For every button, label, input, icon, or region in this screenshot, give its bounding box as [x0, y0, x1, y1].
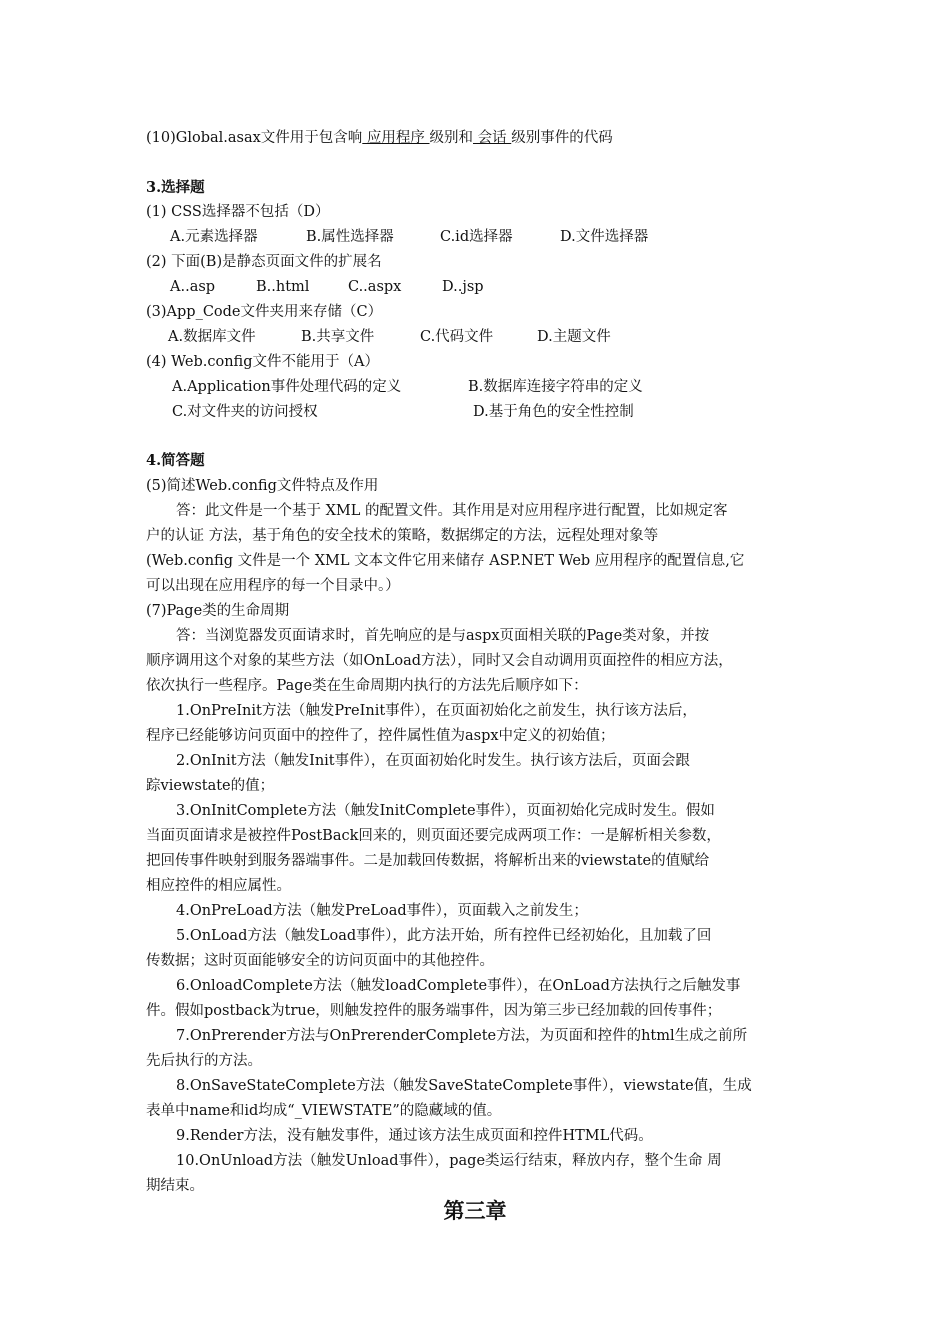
option-b: B.共享文件	[301, 329, 375, 345]
answer-7-line: 依次执行一些程序。Page类在生命周期内执行的方法先后顺序如下：	[146, 678, 588, 694]
option-a: A.元素选择器	[170, 229, 258, 245]
question-2-stem: (2) 下面(B)是静态页面文件的扩展名	[146, 254, 382, 270]
option-c: C..aspx	[348, 279, 402, 295]
answer-7-line: 当面页面请求是被控件PostBack回来的，则页面还要完成两项工作：一是解析相关参数，	[146, 828, 721, 844]
option-c: C.对文件夹的访问授权	[172, 404, 318, 420]
answer-7-line: 1.OnPreInit方法（触发PreInit事件），在页面初始化之前发生，执行该方法后，	[176, 703, 697, 719]
answer-5-line: 可以出现在应用程序的每一个目录中。）	[146, 578, 400, 594]
blank-answer-1: 应用程序	[362, 130, 430, 146]
question-3-stem: (3)App_Code文件夹用来存储（C）	[146, 304, 383, 320]
answer-7-line: 程序已经能够访问页面中的控件了，控件属性值为aspx中定义的初始值；	[146, 728, 615, 744]
answer-7-line: 答：当浏览器发页面请求时，首先响应的是与aspx页面相关联的Page类对象，并按	[176, 628, 710, 644]
answer-5-line: (Web.config 文件是一个 XML 文本文件它用来储存 ASP.NET Web 应用程序的配置信息,它	[146, 553, 745, 569]
section-heading-short-answer: 4.简答题	[146, 452, 205, 469]
option-c: C.id选择器	[440, 229, 513, 245]
option-c: C.代码文件	[420, 329, 494, 345]
option-d: D.基于角色的安全性控制	[473, 404, 634, 420]
option-a: A.数据库文件	[168, 329, 256, 345]
answer-7-line: 7.OnPrerender方法与OnPrerenderComplete方法，为页面和控件的html生成之前所	[176, 1028, 748, 1044]
answer-5-line: 户的认证 方法，基于角色的安全技术的策略，数据绑定的方法，远程处理对象等	[146, 528, 659, 544]
question-7-title: (7)Page类的生命周期	[146, 603, 290, 619]
answer-7-line: 10.OnUnload方法（触发Unload事件），page类运行结束，释放内存，整个生命 周	[176, 1153, 722, 1169]
answer-7-line: 期结束。	[146, 1178, 204, 1194]
option-b: B..html	[256, 279, 310, 295]
question-5-title: (5)简述Web.config文件特点及作用	[146, 478, 379, 494]
option-b: B.数据库连接字符串的定义	[468, 379, 643, 395]
answer-7-line: 表单中name和id均成“_VIEWSTATE”的隐藏域的值。	[146, 1103, 502, 1119]
answer-7-line: 2.OnInit方法（触发Init事件），在页面初始化时发生。执行该方法后，页面会跟	[176, 753, 690, 769]
answer-7-line: 5.OnLoad方法（触发Load事件），此方法开始，所有控件已经初始化，且加载了回	[176, 928, 712, 944]
option-a: A.Application事件处理代码的定义	[172, 379, 402, 395]
answer-7-line: 件。假如postback为true，则触发控件的服务端事件，因为第三步已经加载的回传事件；	[146, 1003, 722, 1019]
answer-7-line: 顺序调用这个对象的某些方法（如OnLoad方法），同时又会自动调用页面控件的相应方法，	[146, 653, 733, 669]
answer-7-line: 先后执行的方法。	[146, 1053, 262, 1069]
answer-7-line: 3.OnInitComplete方法（触发InitComplete事件），页面初始化完成时发生。假如	[176, 803, 715, 819]
answer-7-line: 8.OnSaveStateComplete方法（触发SaveStateComplete事件），viewstate值，生成	[176, 1078, 752, 1094]
answer-7-line: 相应控件的相应属性。	[146, 878, 291, 894]
question-4-stem: (4) Web.config文件不能用于（A）	[146, 354, 379, 370]
answer-7-line: 踪viewstate的值；	[146, 778, 275, 794]
option-d: D.主题文件	[537, 329, 611, 345]
option-d: D..jsp	[442, 279, 484, 295]
answer-7-line: 6.OnloadComplete方法（触发loadComplete事件），在OnLoad方法执行之后触发事	[176, 978, 741, 994]
answer-5-line: 答：此文件是一个基于 XML 的配置文件。其作用是对应用程序进行配置，比如规定客	[176, 503, 728, 519]
answer-7-line: 9.Render方法，没有触发事件，通过该方法生成页面和控件HTML代码。	[176, 1128, 653, 1144]
blank-answer-2: 会话	[473, 130, 512, 146]
option-a: A..asp	[170, 279, 216, 295]
section-heading-choice: 3.选择题	[146, 179, 205, 196]
chapter-title: 第三章	[443, 1198, 507, 1223]
fill-question-10: (10)Global.asax文件用于包含响 应用程序 级别和 会话 级别事件的代码	[146, 130, 613, 146]
answer-7-line: 把回传事件映射到服务器端事件。二是加载回传数据，将解析出来的viewstate的值赋给	[146, 853, 710, 869]
option-b: B.属性选择器	[306, 229, 394, 245]
option-d: D.文件选择器	[560, 229, 649, 245]
question-1-stem: (1) CSS选择器不包括（D）	[146, 204, 330, 220]
answer-7-line: 4.OnPreLoad方法（触发PreLoad事件），页面载入之前发生；	[176, 903, 588, 919]
answer-7-line: 传数据；这时页面能够安全的访问页面中的其他控件。	[146, 953, 494, 969]
